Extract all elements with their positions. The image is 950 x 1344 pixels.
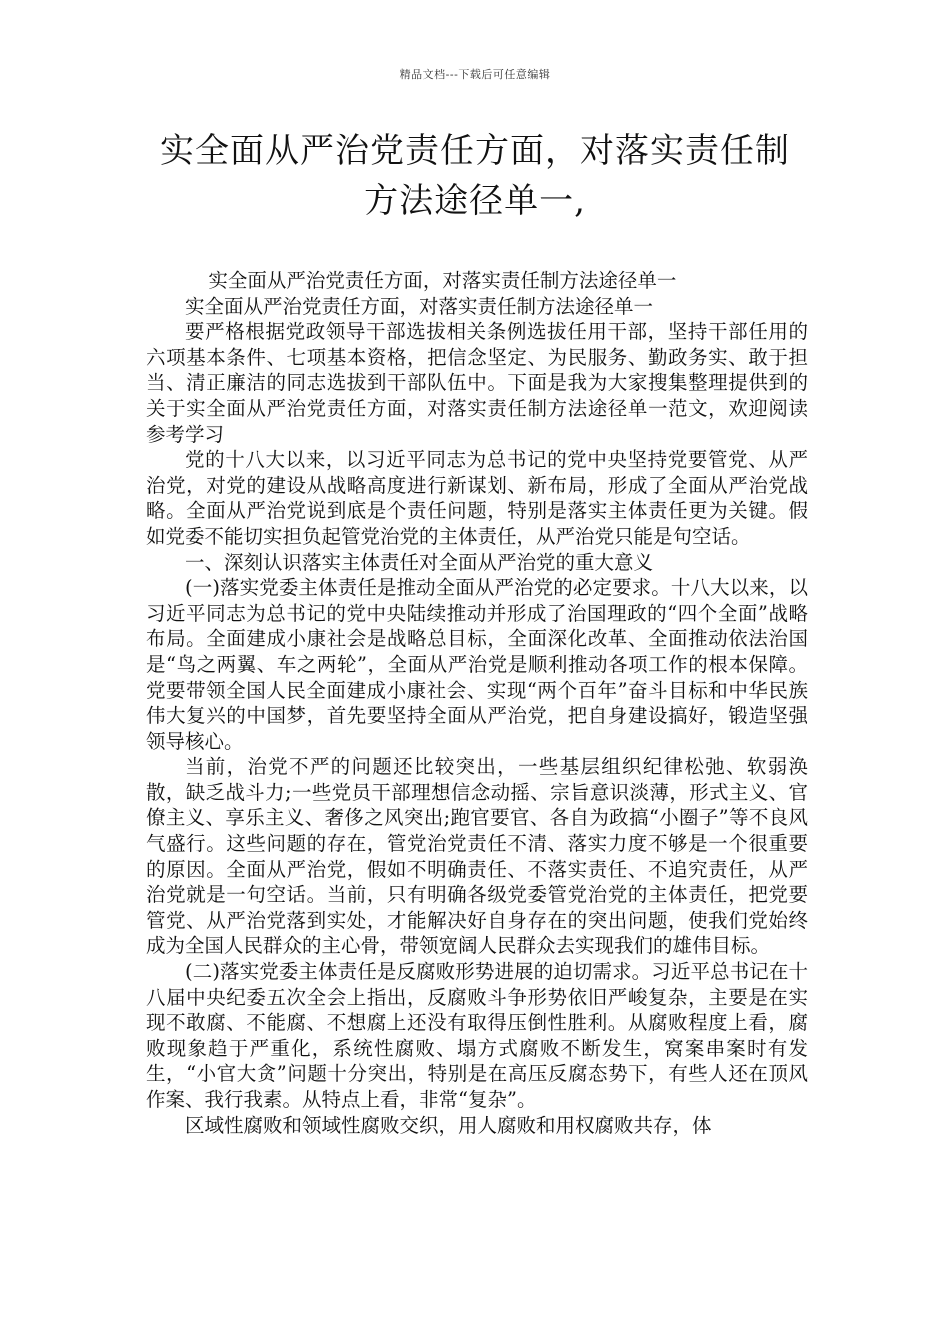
body-paragraph: (一)落实党委主体责任是推动全面从严治党的必定要求。十八大以来，以习近平同志为总书记的党中央陆续推动并形成了治国理政的“四个全面”战略布局。全面建成小康社会是战略总目标，全面深化改革、全面推动依法治国是“鸟之两翼、车之两轮”，全面从严治党是顺利推动各项工作的根本保障。党要带领全国人民全面建成小康社会、实现“两个百年”奋斗目标和中华民族伟大复兴的中国梦，首先要坚持全面从严治党，把自身建设搞好，锻造坚强领导核心。 (146, 576, 808, 753)
title-line: 方法途径单一, (364, 181, 586, 221)
body-paragraph: 实全面从严治党责任方面，对落实责任制方法途径单一 (185, 294, 654, 318)
document-body (146, 268, 808, 1138)
body-paragraph: (二)落实党委主体责任是反腐败形势进展的迫切需求。习近平总书记在十八届中央纪委五次全会上指出，反腐败斗争形势依旧严峻复杂，主要是在实现不敢腐、不能腐、不想腐上还没有取得压倒性胜利。从腐败程度上看，腐败现象趋于严重化，系统性腐败、塌方式腐败不断发生，窝案串案时有发生，“小官大贪”问题十分突出，特别是在高压反腐态势下，有些人还在顶风作案、我行我素。从特点上看，非常“复杂”。 (146, 960, 808, 1111)
page-header-note: 精品文档---下载后可任意编辑 (399, 68, 551, 81)
section-heading: 一、深刻认识落实主体责任对全面从严治党的重大意义 (185, 550, 654, 574)
body-paragraph: 当前，治党不严的问题还比较突出，一些基层组织纪律松弛、软弱涣散，缺乏战斗力;一些党员干部理想信念动摇、宗旨意识淡薄，形式主义、官僚主义、享乐主义、奢侈之风突出;跑官要官、各自为政搞“小圈子”等不良风气盛行。这些问题的存在，管党治党责任不清、落实力度不够是一个很重要的原因。全面从严治党，假如不明确责任、不落实责任、不追究责任，从严治党就是一句空话。当前，只有明确各级党委管党治党的主体责任，把党要管党、从严治党落到实处，才能解决好自身存在的突出问题，使我们党始终成为全国人民群众的主心骨，带领宽阔人民群众去实现我们的雄伟目标。 (146, 755, 808, 958)
title-line: 实全面从严治党责任方面，对落实责任制 (160, 131, 790, 171)
body-paragraph: 党的十八大以来，以习近平同志为总书记的党中央坚持党要管党、从严治党，对党的建设从战略高度进行新谋划、新布局，形成了全面从严治党战略。全面从严治党说到底是个责任问题，特别是落实主体责任更为关键。假如党委不能切实担负起管党治党的主体责任，从严治党只能是句空话。 (146, 448, 808, 548)
body-paragraph: 区域性腐败和领域性腐败交织，用人腐败和用权腐败共存，体 (185, 1113, 712, 1137)
body-paragraph: 实全面从严治党责任方面，对落实责任制方法途径单一 (208, 269, 677, 292)
document-title (140, 126, 810, 226)
body-paragraph: 要严格根据党政领导干部选拔相关条例选拔任用干部，坚持干部任用的六项基本条件、七项基本资格，把信念坚定、为民服务、勤政务实、敢于担当、清正廉洁的同志选拔到干部队伍中。下面是我为大家搜集整理提供到的关于实全面从严治党责任方面，对落实责任制方法途径单一范文，欢迎阅读参考学习 (146, 320, 808, 446)
